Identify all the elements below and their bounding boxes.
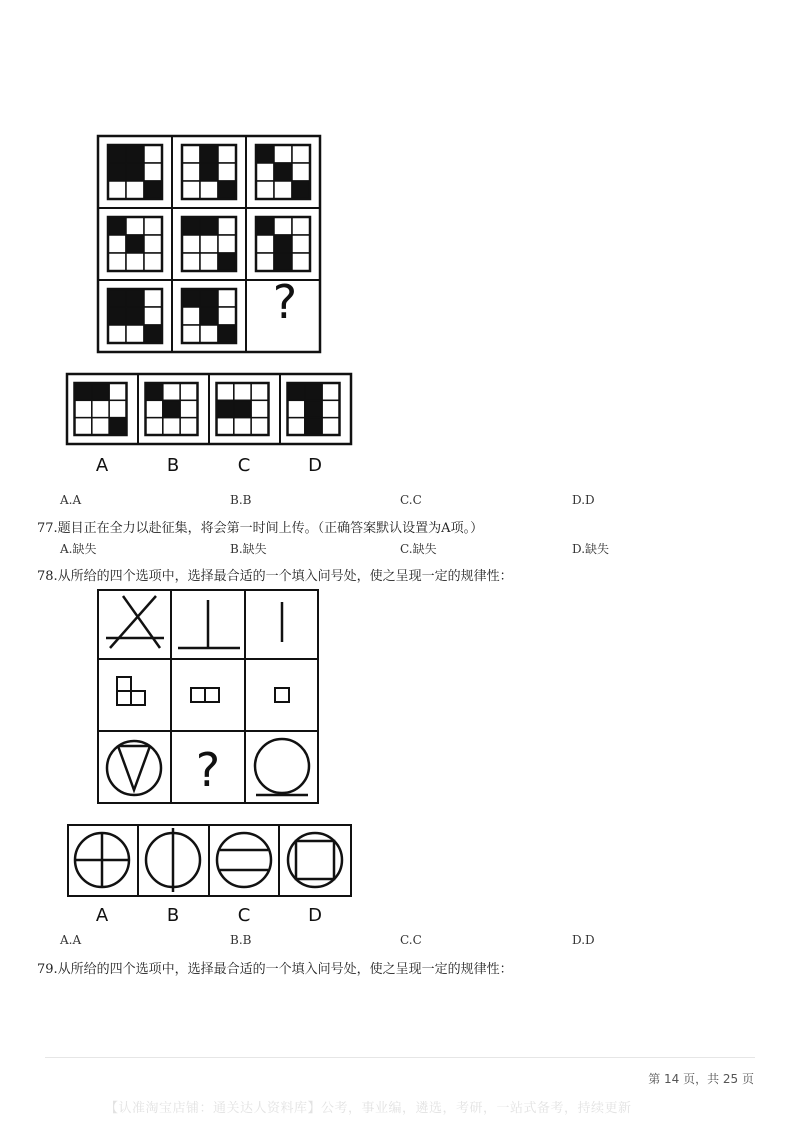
q76-pixel	[180, 400, 197, 417]
q77-option-c[interactable]: C.缺失	[400, 542, 437, 556]
q76-pixel	[108, 181, 126, 199]
q76-option-strip	[67, 374, 351, 444]
q76-pixel	[288, 383, 305, 400]
q78-cell-l-squares	[117, 677, 145, 705]
q76-pixel	[126, 145, 144, 163]
q76-pixel	[292, 145, 310, 163]
q76-pixel	[144, 217, 162, 235]
q76-pixel	[180, 383, 197, 400]
q76-pixel	[108, 235, 126, 253]
q76-option-c[interactable]: C.C	[400, 493, 422, 507]
q76-option-a-figure	[75, 383, 127, 435]
q76-label-d: D	[308, 455, 322, 476]
q77-option-b[interactable]: B.缺失	[230, 542, 267, 556]
q76-pixel	[126, 325, 144, 343]
q76-pixel	[218, 145, 236, 163]
q76-pixel	[274, 163, 292, 181]
q76-label-b: B	[166, 455, 180, 476]
q76-pixel	[182, 235, 200, 253]
q76-cell-2-1	[108, 217, 162, 271]
q76-pixel	[288, 418, 305, 435]
footer-watermark: 【认准淘宝店铺：通关达人资料库】公考，事业编，遴选，考研，一站式备考，持续更新	[105, 1101, 632, 1116]
q78-question-mark: ?	[195, 743, 221, 797]
q78-cell-triangle	[106, 596, 164, 648]
q76-pixel	[144, 163, 162, 181]
q76-pixel	[218, 307, 236, 325]
q76-pixel	[163, 418, 180, 435]
q76-pixel	[200, 181, 218, 199]
q76-cell-1-2	[182, 145, 236, 199]
q76-pixel	[200, 325, 218, 343]
q78-option-d-figure	[288, 833, 342, 887]
q76-pixel	[288, 400, 305, 417]
q76-pixel	[234, 418, 251, 435]
q76-pixel	[146, 418, 163, 435]
q76-pixel	[274, 235, 292, 253]
q76-pixel	[75, 383, 92, 400]
q76-pixel	[108, 289, 126, 307]
q76-pixel	[109, 383, 126, 400]
q78-option-b[interactable]: B.B	[230, 933, 252, 947]
q76-pixel	[256, 253, 274, 271]
q76-pixel	[92, 383, 109, 400]
q76-pixel	[144, 253, 162, 271]
q78-label-b: B	[166, 905, 180, 926]
q76-pixel	[251, 418, 268, 435]
q76-pixel	[182, 307, 200, 325]
q76-pixel	[251, 383, 268, 400]
q76-pixel	[322, 400, 339, 417]
q76-pixel	[200, 289, 218, 307]
q76-pixel	[126, 217, 144, 235]
q78-cell-one-square	[275, 688, 289, 702]
q76-pixel	[218, 289, 236, 307]
q76-pixel	[218, 325, 236, 343]
q76-pixel	[109, 400, 126, 417]
q76-option-c-figure	[217, 383, 269, 435]
q79-question-text: 79.从所给的四个选项中，选择最合适的一个填入问号处，使之呈现一定的规律性：	[37, 962, 513, 977]
q78-option-d[interactable]: D.D	[572, 933, 595, 947]
q76-cell-1-1	[108, 145, 162, 199]
q76-pixel	[182, 325, 200, 343]
q76-pixel	[274, 145, 292, 163]
q76-pixel	[218, 163, 236, 181]
footer-divider	[45, 1057, 755, 1058]
q78-label-d: D	[308, 905, 322, 926]
q78-question-text: 78.从所给的四个选项中，选择最合适的一个填入问号处，使之呈现一定的规律性：	[37, 569, 513, 584]
q76-pixel	[92, 400, 109, 417]
q76-pixel	[182, 163, 200, 181]
q78-label-a: A	[95, 905, 109, 926]
q76-pixel	[144, 325, 162, 343]
q76-pixel	[126, 235, 144, 253]
q76-pixel	[126, 163, 144, 181]
q76-pixel	[182, 289, 200, 307]
q76-pixel	[292, 163, 310, 181]
q76-pixel	[108, 307, 126, 325]
q78-label-c: C	[237, 905, 251, 926]
q76-pixel	[108, 325, 126, 343]
q76-pixel	[146, 400, 163, 417]
q76-pixel	[256, 235, 274, 253]
q76-pixel	[200, 253, 218, 271]
q76-pixel	[144, 307, 162, 325]
q76-pixel	[146, 383, 163, 400]
q76-option-a[interactable]: A.A	[60, 493, 82, 507]
q76-pixel	[256, 163, 274, 181]
q76-pixel	[234, 400, 251, 417]
q76-pixel	[217, 418, 234, 435]
q76-pixel	[144, 235, 162, 253]
q76-option-d[interactable]: D.D	[572, 493, 595, 507]
q78-option-a[interactable]: A.A	[60, 933, 82, 947]
q76-pixel	[322, 383, 339, 400]
q76-pixel	[292, 181, 310, 199]
q76-pixel	[274, 253, 292, 271]
q76-cell-2-2	[182, 217, 236, 271]
q76-pixel	[234, 383, 251, 400]
q78-cell-inverted-t	[178, 600, 240, 648]
q76-pixel	[163, 400, 180, 417]
q76-pixel	[182, 217, 200, 235]
q76-pixel	[144, 289, 162, 307]
q76-pixel	[108, 145, 126, 163]
q76-pixel	[200, 217, 218, 235]
q76-pixel	[322, 418, 339, 435]
q76-pixel	[126, 289, 144, 307]
q76-option-b-figure	[146, 383, 198, 435]
q76-pixel	[75, 400, 92, 417]
q76-pixel	[126, 181, 144, 199]
q76-option-b[interactable]: B.B	[230, 493, 252, 507]
q78-option-c-figure	[217, 833, 271, 887]
q76-option-d-figure	[288, 383, 340, 435]
q76-pixel	[217, 383, 234, 400]
q76-pixel	[251, 400, 268, 417]
q76-pixel	[218, 235, 236, 253]
q77-question-text: 77.题目正在全力以赴征集，将会第一时间上传。（正确答案默认设置为A项。）	[37, 521, 484, 536]
q76-pixel	[108, 217, 126, 235]
q76-pixel	[292, 217, 310, 235]
q76-pixel	[182, 181, 200, 199]
q76-label-c: C	[237, 455, 251, 476]
q76-pixel	[144, 145, 162, 163]
q76-cell-3-2	[182, 289, 236, 343]
q76-pixel	[305, 400, 322, 417]
q76-pixel	[256, 145, 274, 163]
q76-question-mark: ?	[272, 275, 298, 329]
q76-pixel	[256, 181, 274, 199]
q76-pixel	[256, 217, 274, 235]
q76-pixel	[108, 163, 126, 181]
q76-pixel	[109, 418, 126, 435]
q76-pixel	[126, 307, 144, 325]
q76-pixel	[200, 163, 218, 181]
page-number: 第 14 页，共 25 页	[648, 1072, 754, 1086]
q76-puzzle-figure	[60, 128, 360, 478]
q76-pixel	[200, 145, 218, 163]
q76-cell-1-3	[256, 145, 310, 199]
q76-pixel	[218, 181, 236, 199]
q76-pixel	[217, 400, 234, 417]
q78-option-b-figure	[146, 828, 200, 892]
q78-cell-circle-baseline	[255, 739, 309, 795]
q78-cell-two-squares	[191, 688, 219, 702]
q76-pixel	[144, 181, 162, 199]
q76-pixel	[108, 253, 126, 271]
q77-option-a[interactable]: A.缺失	[60, 542, 97, 556]
q76-pixel	[305, 383, 322, 400]
q76-pixel	[182, 145, 200, 163]
q76-pixel	[292, 235, 310, 253]
q77-option-d[interactable]: D.缺失	[572, 542, 610, 556]
q76-pixel	[163, 383, 180, 400]
q76-pixel	[218, 253, 236, 271]
q76-pixel	[180, 418, 197, 435]
q78-option-c[interactable]: C.C	[400, 933, 422, 947]
q76-pixel	[274, 181, 292, 199]
q76-cell-3-1	[108, 289, 162, 343]
q76-pixel	[274, 217, 292, 235]
q76-pixel	[200, 235, 218, 253]
q76-pixel	[292, 253, 310, 271]
q78-option-a-figure	[75, 833, 129, 887]
q76-pixel	[305, 418, 322, 435]
q76-pixel	[200, 307, 218, 325]
q78-puzzle-figure	[60, 588, 360, 928]
q76-pixel	[182, 253, 200, 271]
q78-cell-circle-triangle	[107, 741, 161, 795]
q76-pixel	[75, 418, 92, 435]
q76-pixel	[92, 418, 109, 435]
q76-cell-2-3	[256, 217, 310, 271]
q76-pixel	[126, 253, 144, 271]
q76-pixel	[218, 217, 236, 235]
q76-label-a: A	[95, 455, 109, 476]
